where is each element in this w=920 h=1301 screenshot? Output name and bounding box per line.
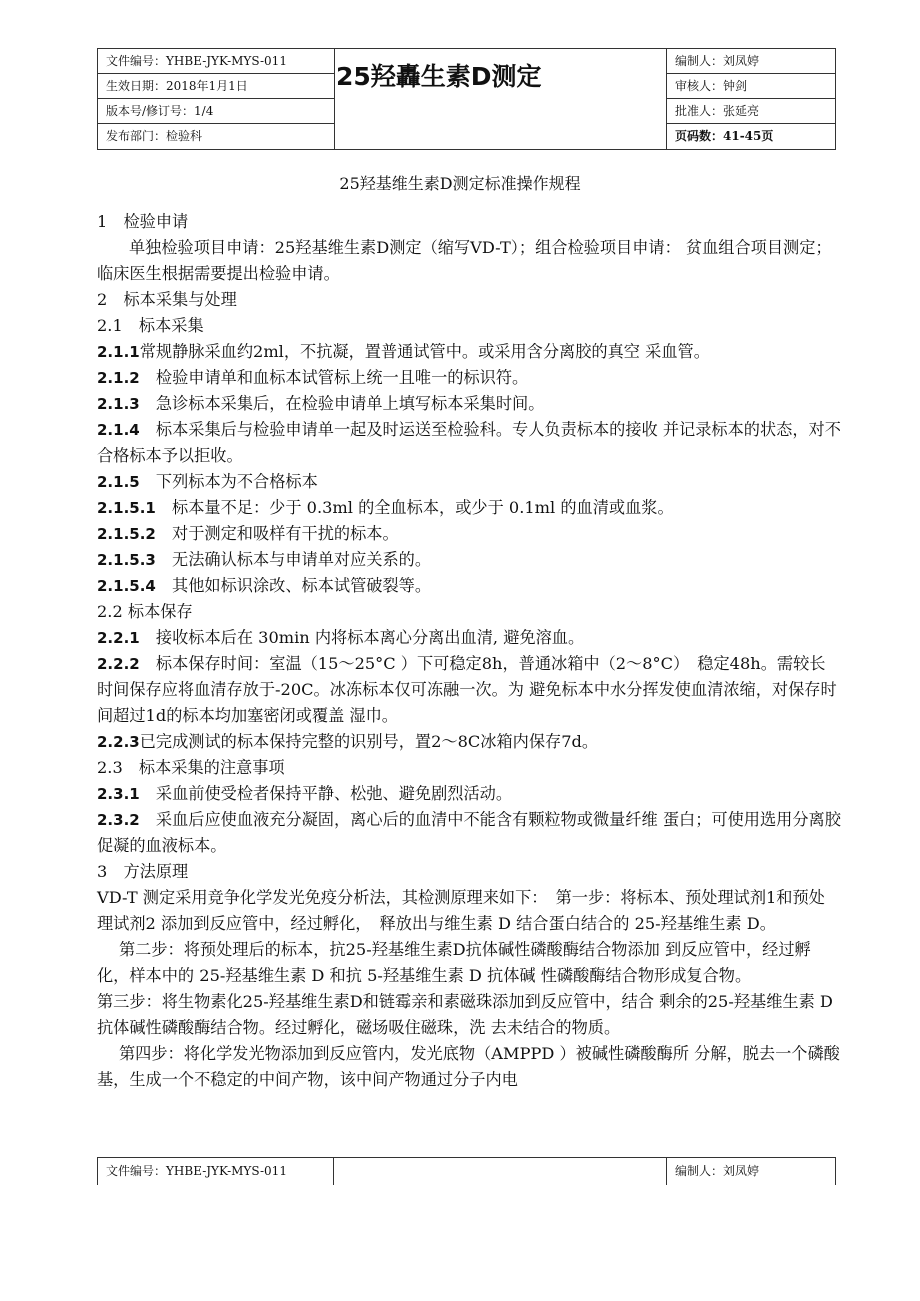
department: 发布部门：检验科 [106,129,203,143]
footer-file-number: 文件编号：YHBE-JYK-MYS-011 [98,1158,334,1185]
section-3-heading: 3 方法原理 [97,862,189,881]
header-right-column [666,49,836,149]
item-text: 标本保存时间：室温（15～25°C ）下可稳定8h，普通冰箱中（2～8°C） 稳定48h。需较长时间保存应将血清存放于-20C。冰冻标本仅可冻融一次。为 避免标本中水分挥发使血清浓缩，对保存时间超过1d的标本均加塞密闭或覆盖 湿巾。 [97,654,837,725]
effective-date: 生效日期：2018年1月1日 [98,74,334,99]
document-body [97,209,841,1093]
item-number: 2.1.5.3 [97,551,156,569]
item-number: 2.1.3 [97,395,140,413]
item-2-3-1 [97,781,841,807]
section-2-heading: 2 标本采集与处理 [97,290,237,309]
item-text: 接收标本后在 30min 内将标本离心分离出血清, 避免溶血。 [139,628,585,647]
item-text: 其他如标识涂改、标本试管破裂等。 [155,576,432,595]
footer-editor: 编制人：刘凤婷 [666,1158,835,1185]
item-2-2-2 [97,651,841,729]
section-2-1-heading [97,313,841,339]
item-number: 2.2.1 [97,629,140,647]
document-footer [97,1157,836,1185]
item-text: 标本采集后与检验申请单一起及时运送至检验科。专人负责标本的接收 并记录标本的状态，对不合格标本予以拒收。 [97,420,841,465]
section-2-1-text: 2.1 标本采集 [97,316,204,335]
item-number: 2.3.1 [97,785,140,803]
version-number: 版本号/修订号：1/4 [98,99,334,124]
section-2-3-heading: 2.3 标本采集的注意事项 [97,758,285,777]
item-number: 2.1.5.2 [97,525,156,543]
item-2-1-5-1 [97,495,841,521]
item-2-3-2 [97,807,841,859]
item-text: 常规静脉采血约2ml，不抗凝，置普通试管中。或采用含分离胶的真空 采血管。 [139,342,710,361]
item-2-1-5-2 [97,521,841,547]
item-text: 采血前使受检者保持平静、松弛、避免剧烈活动。 [139,784,513,803]
section-3-paragraph-1: VD-T 测定采用竞争化学发光免疫分析法，其检测原理来如下： 第一步：将标本、预处理试剂1和预处理试剂2 添加到反应管中，经过孵化， 释放出与维生素 D 结合蛋白结合的 25-羟基维生素 D。 [97,888,825,933]
item-2-1-5 [97,469,841,495]
item-text: 已完成测试的标本保持完整的识别号，置2～8C冰箱内保存7d。 [139,732,599,751]
item-number: 2.3.2 [97,811,140,829]
item-2-1-1 [97,339,841,365]
document-header [97,48,836,150]
item-number: 2.1.1 [97,343,140,361]
section-2-2-heading: 2.2 标本保存 [97,602,193,621]
item-text: 采血后应使血液充分凝固，离心后的血清中不能含有颗粒物或微量纤维 蛋白；可使用选用分离胶促凝的血液标本。 [97,810,841,855]
file-number: 文件编号：YHBE-JYK-MYS-011 [98,49,334,74]
item-text: 检验申请单和血标本试管标上统一且唯一的标识符。 [139,368,529,387]
item-number: 2.1.5.1 [97,499,156,517]
reviewer: 审核人：钟剑 [667,74,836,99]
item-number: 2.2.2 [97,655,140,673]
item-2-1-5-3 [97,547,841,573]
item-number: 2.1.4 [97,421,140,439]
item-2-1-4 [97,417,841,469]
item-2-1-2 [97,365,841,391]
item-number: 2.1.5.4 [97,577,156,595]
section-3-paragraph-4: 第四步：将化学发光物添加到反应管内，发光底物（AMPPD ）被碱性磷酸酶所 分解，脱去一个磷酸基，生成一个不稳定的中间产物，该中间产物通过分子内电 [97,1044,840,1089]
item-number: 2.2.3 [97,733,140,751]
item-text: 标本量不足：少于 0.3ml 的全血标本，或少于 0.1ml 的血清或血浆。 [155,498,674,517]
section-3-paragraph-3: 第三步：将生物素化25-羟基维生素D和链霉亲和素磁珠添加到反应管中，结合 剩余的25-羟基维生素 D 抗体碱性磷酸酶结合物。经过孵化，磁场吸住磁珠，洗 去未结合的物质。 [97,992,833,1037]
section-1-body: 单独检验项目申请：25羟基维生素D测定（缩写VD-T）；组合检验项目申请： 贫血组合项目测定；临床医生根据需要提出检验申请。 [97,238,832,283]
item-number: 2.1.2 [97,369,140,387]
document-title: 25羟基维生素D测定标准操作规程 [339,174,581,193]
item-text: 无法确认标本与申请单对应关系的。 [155,550,432,569]
item-text: 急诊标本采集后，在检验申请单上填写标本采集时间。 [139,394,545,413]
header-title: 25羟轟生素D测定 [336,62,542,91]
section-3-paragraph-2: 第二步：将预处理后的标本，抗25-羟基维生素D抗体碱性磷酸酶结合物添加 到反应管中，经过孵化，样本中的 25-羟基维生素 D 和抗 5-羟基维生素 D 抗体碱 性磷酸酶结合物形成复合物。 [97,940,811,985]
item-text: 下列标本为不合格标本 [139,472,318,491]
page-count: 页码数：41-45页 [675,129,774,143]
editor: 编制人：刘凤婷 [667,49,836,74]
item-2-1-3 [97,391,841,417]
item-2-1-5-4 [97,573,841,599]
item-text: 对于测定和吸样有干扰的标本。 [155,524,399,543]
item-2-2-1 [97,625,841,651]
header-left-column [98,49,335,149]
item-number: 2.1.5 [97,473,140,491]
item-2-2-3 [97,729,841,755]
section-1-heading: 1 检验申请 [97,212,189,231]
approver: 批准人：张延亮 [667,99,836,124]
